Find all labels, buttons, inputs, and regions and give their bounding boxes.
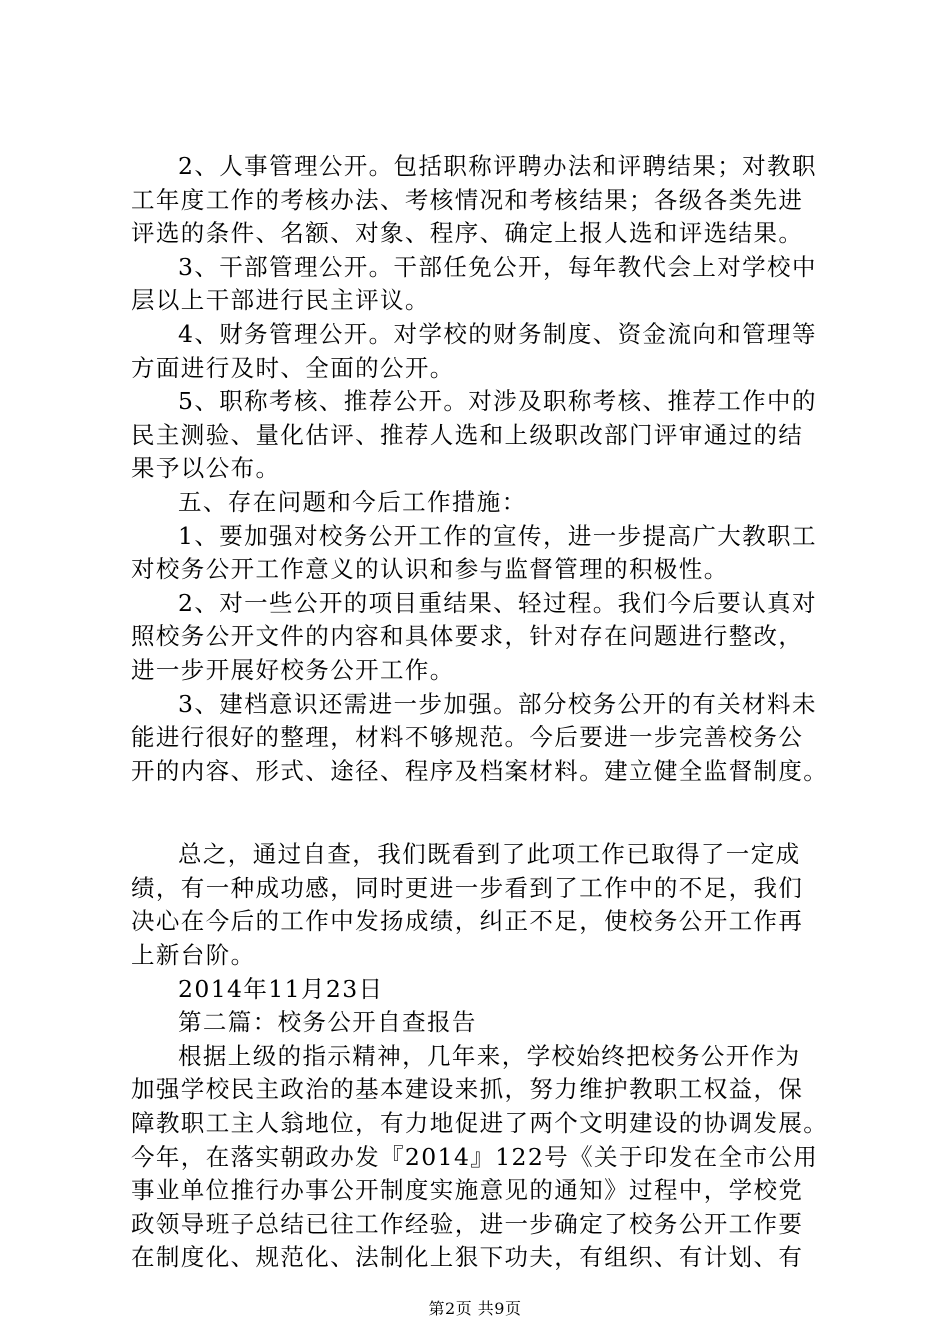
page-number-footer: 第2页 共9页 [428,1299,522,1318]
paragraph [131,486,851,520]
text-line: 进一步开展好校务公开工作。 [131,655,455,684]
text-line: 能进行很好的整理，材料不够规范。今后要进一步完善校务公 [131,723,804,752]
paragraph [131,251,851,318]
section-summary-and-second-report [131,838,851,1275]
text-line: 2、人事管理公开。包括职称评聘办法和评聘结果；对教职 [178,152,817,180]
paragraph [131,1040,851,1275]
text-line: 层以上干部进行民主评议。 [131,286,430,315]
text-line: 2014年11月23日 [178,974,384,1003]
text-line: 3、干部管理公开。干部任免公开，每年教代会上对学校中 [178,252,817,281]
text-line: 果予以公布。 [131,454,281,483]
text-line: 2、对一些公开的项目重结果、轻过程。我们今后要认真对 [178,588,817,617]
paragraph [131,150,851,251]
text-line: 照校务公开文件的内容和具体要求，针对存在问题进行整改， [131,622,804,651]
paragraph [131,688,851,789]
text-line: 3、建档意识还需进一步加强。部分校务公开的有关材料未 [178,689,817,718]
text-line: 评选的条件、名额、对象、程序、确定上报人选和评选结果。 [131,219,804,248]
text-line: 根据上级的指示精神，几年来，学校始终把校务公开作为 [178,1041,801,1070]
text-line: 1、要加强对校务公开工作的宣传，进一步提高广大教职工 [178,521,817,550]
text-line: 上新台阶。 [131,941,256,970]
paragraph [131,838,851,972]
document-body [131,150,851,1275]
paragraph-gap [131,788,851,838]
text-line: 方面进行及时、全面的公开。 [131,353,455,382]
paragraph [131,1006,851,1040]
paragraph [131,385,851,486]
section-disclosure-items [131,150,851,788]
text-line: 4、财务管理公开。对学校的财务制度、资金流向和管理等 [178,319,817,348]
text-line: 决心在今后的工作中发扬成绩，纠正不足，使校务公开工作再 [131,907,804,936]
text-line: 五、存在问题和今后工作措施： [178,487,527,516]
text-line: 工年度工作的考核办法、考核情况和考核结果；各级各类先进 [131,185,804,214]
text-line: 政领导班子总结已往工作经验，进一步确定了校务公开工作要 [131,1209,804,1238]
text-line: 第二篇：校务公开自查报告 [178,1008,477,1037]
text-line: 总之，通过自查，我们既看到了此项工作已取得了一定成 [178,840,801,869]
text-line: 绩，有一种成功感，同时更进一步看到了工作中的不足，我们 [131,873,804,902]
text-line: 民主测验、量化估评、推荐人选和上级职改部门评审通过的结 [131,420,804,449]
text-line: 在制度化、规范化、法制化上狠下功夫，有组织、有计划、有 [131,1243,804,1272]
text-line: 今年，在落实朝政办发『2014』122号《关于印发在全市公用 [131,1142,819,1171]
text-line: 障教职工主人翁地位，有力地促进了两个文明建设的协调发展。 [131,1109,829,1138]
paragraph [131,973,851,1007]
text-line: 开的内容、形式、途径、程序及档案材料。建立健全监督制度。 [131,756,829,785]
text-line: 事业单位推行办事公开制度实施意见的通知》过程中，学校党 [131,1176,804,1205]
text-line: 加强学校民主政治的基本建设来抓，努力维护教职工权益，保 [131,1075,804,1104]
paragraph [131,318,851,385]
text-line: 对校务公开工作意义的认识和参与监督管理的积极性。 [131,555,729,584]
paragraph [131,520,851,587]
paragraph [131,587,851,688]
text-line: 5、职称考核、推荐公开。对涉及职称考核、推荐工作中的 [178,387,817,416]
